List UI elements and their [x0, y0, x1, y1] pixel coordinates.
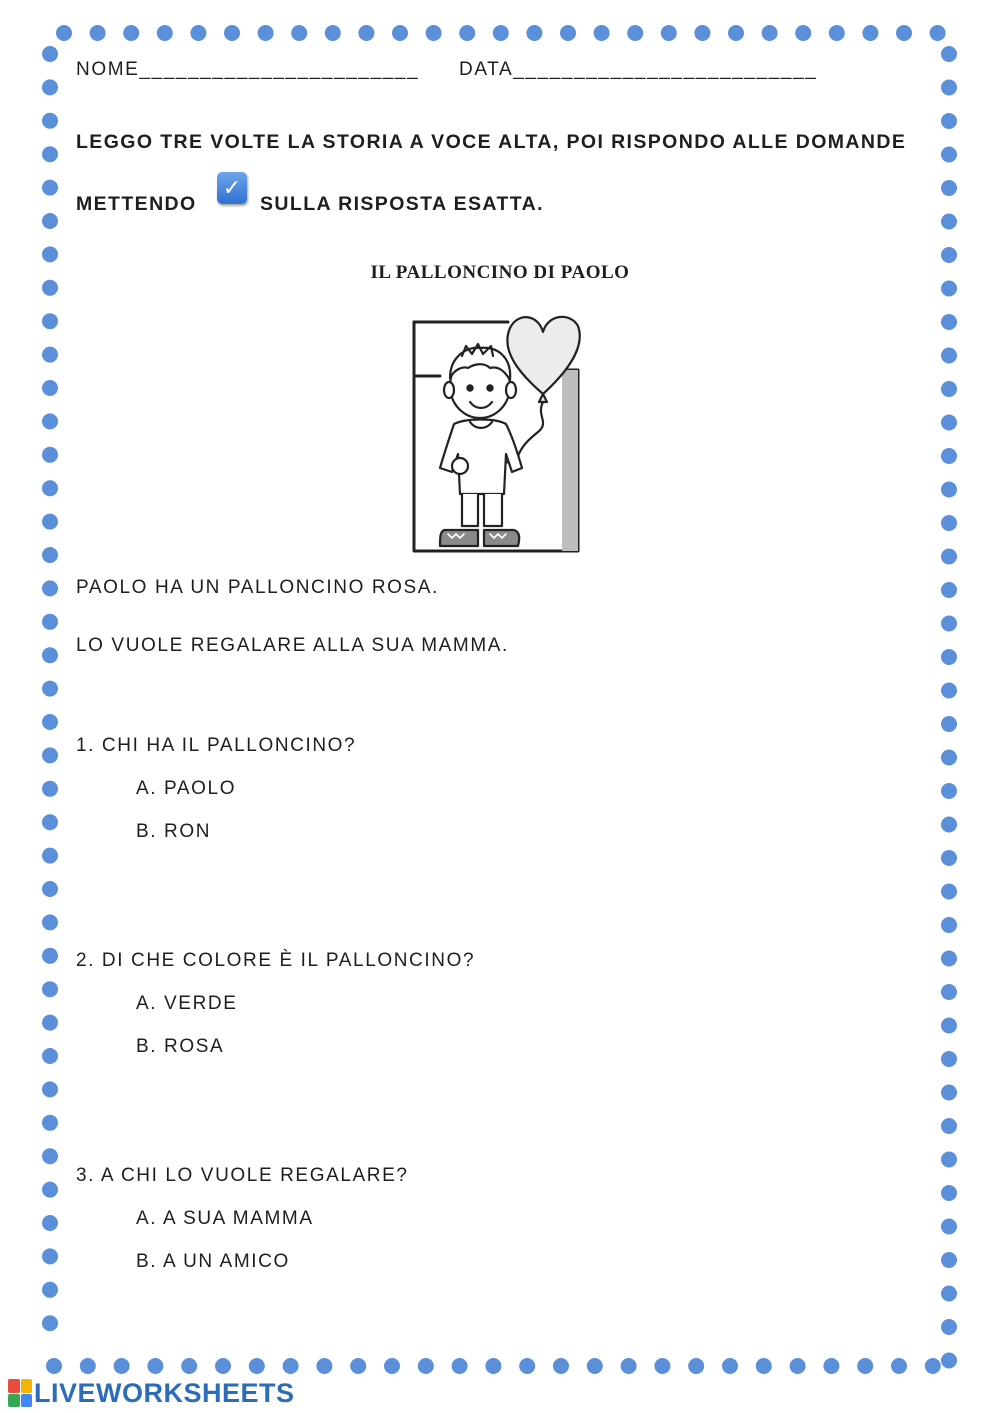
question-2: 2. DI CHE COLORE È IL PALLONCINO?	[76, 950, 476, 971]
liveworksheets-logo	[8, 1378, 295, 1408]
border-dot	[215, 1358, 231, 1374]
border-dot	[42, 480, 58, 496]
border-dot	[42, 714, 58, 730]
border-dot	[941, 783, 957, 799]
border-dot	[896, 25, 912, 41]
border-dot	[941, 549, 957, 565]
border-dot	[621, 1358, 637, 1374]
border-dot	[587, 1358, 603, 1374]
border-dot	[42, 213, 58, 229]
border-dot	[114, 1358, 130, 1374]
border-dot	[384, 1358, 400, 1374]
border-dot	[42, 380, 58, 396]
border-dot	[941, 147, 957, 163]
border-dot	[560, 25, 576, 41]
border-dot	[519, 1358, 535, 1374]
border-dot	[795, 25, 811, 41]
border-dot	[42, 1148, 58, 1164]
question-2-option-a[interactable]: A. VERDE	[136, 993, 238, 1014]
border-dot	[941, 582, 957, 598]
border-dot	[941, 616, 957, 632]
border-dot	[42, 881, 58, 897]
border-dot	[459, 25, 475, 41]
border-dot	[891, 1358, 907, 1374]
border-dot	[42, 647, 58, 663]
border-dot	[594, 25, 610, 41]
border-dot	[941, 1185, 957, 1201]
story-title: IL PALLONCINO DI PAOLO	[370, 262, 630, 283]
border-dot	[42, 146, 58, 162]
border-dot	[941, 1319, 957, 1335]
border-dot	[722, 1358, 738, 1374]
border-dot	[42, 1215, 58, 1231]
border-dot	[941, 180, 957, 196]
border-dot	[42, 1115, 58, 1131]
border-dot	[941, 1353, 957, 1369]
border-dot	[46, 1358, 62, 1374]
border-dot	[181, 1358, 197, 1374]
border-dot	[941, 817, 957, 833]
border-dot	[941, 314, 957, 330]
question-1-option-a[interactable]: A. PAOLO	[136, 778, 237, 799]
border-dot	[42, 681, 58, 697]
border-dot	[493, 25, 509, 41]
instructions-line-1: LEGGO TRE VOLTE LA STORIA A VOCE ALTA, POI RISPONDO ALLE DOMANDE	[76, 131, 907, 153]
border-dot	[941, 649, 957, 665]
question-3-option-b[interactable]: B. A UN AMICO	[136, 1251, 290, 1272]
border-dot	[941, 1018, 957, 1034]
liveworksheets-badge-icon	[8, 1379, 32, 1407]
border-dot	[941, 448, 957, 464]
border-dot	[823, 1358, 839, 1374]
border-dot	[941, 984, 957, 1000]
border-dot	[147, 1358, 163, 1374]
border-dot	[941, 113, 957, 129]
border-dot	[829, 25, 845, 41]
border-dot	[553, 1358, 569, 1374]
border-dot	[249, 1358, 265, 1374]
border-dot	[941, 1219, 957, 1235]
border-dot	[728, 25, 744, 41]
border-dot	[291, 25, 307, 41]
border-dot	[42, 1015, 58, 1031]
border-dot	[941, 917, 957, 933]
border-dot	[42, 313, 58, 329]
border-dot	[941, 716, 957, 732]
border-dot	[42, 981, 58, 997]
border-dot	[654, 1358, 670, 1374]
border-dot	[941, 247, 957, 263]
border-dot	[857, 1358, 873, 1374]
border-dot	[941, 850, 957, 866]
border-dot	[941, 1051, 957, 1067]
border-dot	[224, 25, 240, 41]
border-dot	[258, 25, 274, 41]
border-dot	[756, 1358, 772, 1374]
border-dot	[350, 1358, 366, 1374]
border-dot	[42, 1048, 58, 1064]
border-dot	[627, 25, 643, 41]
name-field-label[interactable]: NOME_______________________	[76, 59, 420, 80]
border-dot	[941, 1085, 957, 1101]
border-dot	[42, 914, 58, 930]
border-dot	[452, 1358, 468, 1374]
border-dot	[526, 25, 542, 41]
question-3: 3. A CHI LO VUOLE REGALARE?	[76, 1165, 409, 1186]
border-dot	[42, 514, 58, 530]
border-dot	[418, 1358, 434, 1374]
border-dot	[941, 80, 957, 96]
story-line-2: LO VUOLE REGALARE ALLA SUA MAMMA.	[76, 635, 509, 656]
border-dot	[426, 25, 442, 41]
border-dot	[42, 347, 58, 363]
border-dot	[941, 951, 957, 967]
border-dot	[283, 1358, 299, 1374]
border-dot	[42, 246, 58, 262]
border-dot	[42, 1315, 58, 1331]
border-dot	[190, 25, 206, 41]
logo-text: LIVEWORKSHEETS	[34, 1377, 295, 1408]
border-dot	[42, 113, 58, 129]
question-2-option-b[interactable]: B. ROSA	[136, 1036, 225, 1057]
checkbox-check-icon: ✓	[217, 172, 247, 204]
question-1: 1. CHI HA IL PALLONCINO?	[76, 735, 357, 756]
border-dot	[790, 1358, 806, 1374]
border-dot	[42, 1248, 58, 1264]
border-dot	[42, 447, 58, 463]
border-dot	[42, 547, 58, 563]
border-dot	[42, 848, 58, 864]
border-dot	[485, 1358, 501, 1374]
border-dot	[688, 1358, 704, 1374]
boy-with-balloon-icon	[410, 306, 590, 556]
border-dot	[862, 25, 878, 41]
border-dot	[941, 1152, 957, 1168]
date-field-label[interactable]: DATA_________________________	[459, 59, 818, 80]
border-dot	[42, 814, 58, 830]
border-dot	[941, 1252, 957, 1268]
border-dot	[42, 781, 58, 797]
border-dot	[42, 747, 58, 763]
border-dot	[694, 25, 710, 41]
border-dot	[941, 482, 957, 498]
border-dot	[42, 580, 58, 596]
question-3-option-a[interactable]: A. A SUA MAMMA	[136, 1208, 314, 1229]
instructions-line-2-end: SULLA RISPOSTA ESATTA.	[260, 193, 544, 215]
border-dot	[42, 1282, 58, 1298]
border-dot	[42, 1081, 58, 1097]
border-dot	[316, 1358, 332, 1374]
border-dot	[941, 884, 957, 900]
border-dot	[941, 214, 957, 230]
border-dot	[925, 1358, 941, 1374]
story-line-1: PAOLO HA UN PALLONCINO ROSA.	[76, 577, 439, 598]
border-dot	[42, 413, 58, 429]
border-dot	[42, 948, 58, 964]
border-dot	[941, 415, 957, 431]
border-dot	[941, 46, 957, 62]
border-dot	[762, 25, 778, 41]
question-1-option-b[interactable]: B. RON	[136, 821, 212, 842]
border-dot	[42, 46, 58, 62]
border-dot	[941, 348, 957, 364]
border-dot	[80, 1358, 96, 1374]
border-dot	[941, 750, 957, 766]
instructions-line-2-start: METTENDO	[76, 193, 197, 215]
border-dot	[42, 180, 58, 196]
border-dot	[392, 25, 408, 41]
border-dot	[941, 515, 957, 531]
border-dot	[123, 25, 139, 41]
border-dot	[325, 25, 341, 41]
border-dot	[42, 79, 58, 95]
border-dot	[157, 25, 173, 41]
border-dot	[90, 25, 106, 41]
border-dot	[941, 683, 957, 699]
border-dot	[42, 1182, 58, 1198]
border-dot	[941, 381, 957, 397]
border-dot	[941, 1286, 957, 1302]
border-dot	[42, 614, 58, 630]
border-dot	[661, 25, 677, 41]
border-dot	[930, 25, 946, 41]
border-dot	[941, 1118, 957, 1134]
border-dot	[358, 25, 374, 41]
border-dot	[56, 25, 72, 41]
